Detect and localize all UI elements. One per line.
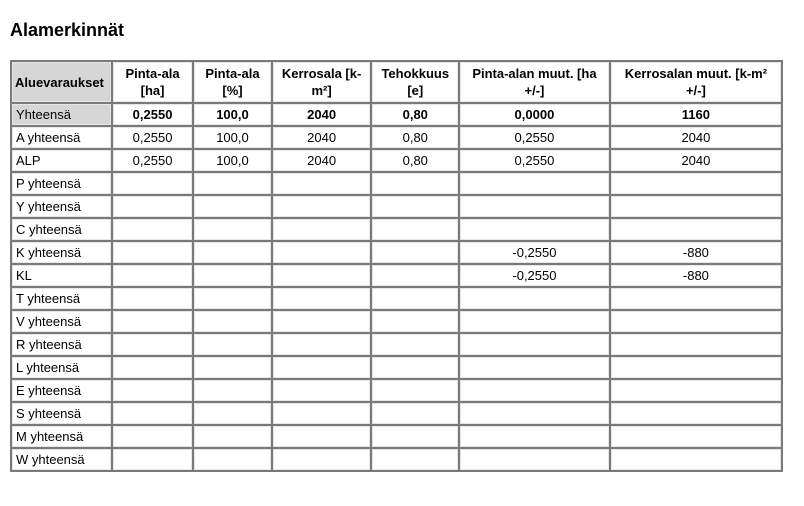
table-cell: 0,80 xyxy=(372,104,458,125)
total-row xyxy=(12,104,781,125)
table-cell xyxy=(113,357,192,378)
table-cell xyxy=(194,426,270,447)
table-cell: -880 xyxy=(611,242,781,263)
table-row xyxy=(12,265,781,286)
row-label: ALP xyxy=(12,150,111,171)
table-cell xyxy=(372,219,458,240)
table-row xyxy=(12,196,781,217)
row-label: Yhteensä xyxy=(12,104,111,125)
table-cell xyxy=(113,334,192,355)
table-cell xyxy=(372,357,458,378)
table-cell xyxy=(460,173,609,194)
row-label: P yhteensä xyxy=(12,173,111,194)
table-cell xyxy=(460,426,609,447)
table-cell: 0,2550 xyxy=(113,104,192,125)
table-cell xyxy=(113,449,192,470)
row-label: E yhteensä xyxy=(12,380,111,401)
table-row xyxy=(12,380,781,401)
table-cell xyxy=(194,173,270,194)
table-cell xyxy=(113,173,192,194)
table-cell xyxy=(460,288,609,309)
table-row xyxy=(12,242,781,263)
table-cell xyxy=(460,334,609,355)
table-cell xyxy=(611,426,781,447)
table-cell xyxy=(611,219,781,240)
table-cell xyxy=(372,196,458,217)
table-row xyxy=(12,357,781,378)
table-cell xyxy=(113,380,192,401)
table-cell xyxy=(273,380,371,401)
table-cell: 2040 xyxy=(273,150,371,171)
table-cell xyxy=(611,334,781,355)
table-cell xyxy=(372,173,458,194)
table-cell xyxy=(273,357,371,378)
column-header: Pinta-ala [ha] xyxy=(113,62,192,102)
column-header: Pinta-ala [%] xyxy=(194,62,270,102)
header-row xyxy=(12,62,781,102)
table-cell xyxy=(611,449,781,470)
row-label: V yhteensä xyxy=(12,311,111,332)
table-cell xyxy=(194,265,270,286)
table-cell xyxy=(273,334,371,355)
table-cell xyxy=(372,403,458,424)
table-cell xyxy=(372,449,458,470)
table-cell xyxy=(611,311,781,332)
table-row xyxy=(12,127,781,148)
table-cell xyxy=(273,242,371,263)
table-cell xyxy=(113,311,192,332)
table-cell: 100,0 xyxy=(194,127,270,148)
table-cell xyxy=(194,219,270,240)
table-cell xyxy=(113,288,192,309)
row-label: KL xyxy=(12,265,111,286)
table-cell xyxy=(372,334,458,355)
row-label: R yhteensä xyxy=(12,334,111,355)
table-cell xyxy=(273,403,371,424)
column-header: Kerrosalan muut. [k-m² +/-] xyxy=(611,62,781,102)
table-cell xyxy=(372,426,458,447)
table-cell xyxy=(194,380,270,401)
table-cell xyxy=(460,311,609,332)
table-cell xyxy=(113,242,192,263)
table-cell xyxy=(460,196,609,217)
table-cell xyxy=(194,196,270,217)
row-label: K yhteensä xyxy=(12,242,111,263)
table-cell: 0,2550 xyxy=(113,150,192,171)
table-cell xyxy=(273,196,371,217)
table-cell xyxy=(372,288,458,309)
table-cell xyxy=(273,265,371,286)
table-cell xyxy=(194,403,270,424)
table-cell xyxy=(113,426,192,447)
table-cell: 0,2550 xyxy=(460,150,609,171)
table-cell xyxy=(372,265,458,286)
table-cell xyxy=(273,311,371,332)
table-cell: 0,0000 xyxy=(460,104,609,125)
summary-table xyxy=(10,60,783,472)
table-cell: 100,0 xyxy=(194,150,270,171)
table-cell xyxy=(273,426,371,447)
table-cell xyxy=(113,265,192,286)
table-cell xyxy=(611,403,781,424)
page-title: Alamerkinnät xyxy=(10,20,125,40)
table-row xyxy=(12,219,781,240)
table-row xyxy=(12,288,781,309)
table-row xyxy=(12,150,781,171)
table-cell: -0,2550 xyxy=(460,242,609,263)
table-cell xyxy=(194,357,270,378)
table-cell: 0,80 xyxy=(372,150,458,171)
table-cell xyxy=(372,242,458,263)
table-row xyxy=(12,426,781,447)
column-header: Pinta-alan muut. [ha +/-] xyxy=(460,62,609,102)
table-cell: -0,2550 xyxy=(460,265,609,286)
table-cell xyxy=(113,196,192,217)
table-cell xyxy=(372,311,458,332)
table-row xyxy=(12,311,781,332)
table-cell xyxy=(372,380,458,401)
row-label: L yhteensä xyxy=(12,357,111,378)
row-label: A yhteensä xyxy=(12,127,111,148)
table-cell xyxy=(194,288,270,309)
table-cell: 1160 xyxy=(611,104,781,125)
table-cell xyxy=(611,288,781,309)
table-row xyxy=(12,403,781,424)
table-cell xyxy=(460,380,609,401)
row-label: Y yhteensä xyxy=(12,196,111,217)
table-cell xyxy=(194,311,270,332)
table-cell xyxy=(460,219,609,240)
table-cell xyxy=(460,357,609,378)
table-row xyxy=(12,449,781,470)
table-cell xyxy=(273,288,371,309)
table-cell: 2040 xyxy=(611,150,781,171)
column-header: Tehokkuus [e] xyxy=(372,62,458,102)
row-label: C yhteensä xyxy=(12,219,111,240)
table-cell: 2040 xyxy=(273,104,371,125)
table-cell xyxy=(611,357,781,378)
row-label: S yhteensä xyxy=(12,403,111,424)
table-cell: 2040 xyxy=(273,127,371,148)
table-cell xyxy=(273,219,371,240)
table-cell xyxy=(273,173,371,194)
table-cell: -880 xyxy=(611,265,781,286)
row-label: T yhteensä xyxy=(12,288,111,309)
table-cell xyxy=(460,403,609,424)
table-cell: 100,0 xyxy=(194,104,270,125)
table-cell xyxy=(611,196,781,217)
table-cell xyxy=(273,449,371,470)
table-row xyxy=(12,334,781,355)
table-cell: 2040 xyxy=(611,127,781,148)
table-cell: 0,80 xyxy=(372,127,458,148)
row-label: W yhteensä xyxy=(12,449,111,470)
table-cell xyxy=(194,449,270,470)
table-cell: 0,2550 xyxy=(460,127,609,148)
row-label: M yhteensä xyxy=(12,426,111,447)
table-cell xyxy=(113,403,192,424)
table-cell xyxy=(194,334,270,355)
column-header: Kerrosala [k-m²] xyxy=(273,62,371,102)
table-cell xyxy=(460,449,609,470)
table-cell xyxy=(113,219,192,240)
table-cell xyxy=(611,173,781,194)
column-header: Aluevaraukset xyxy=(12,62,111,102)
table-row xyxy=(12,173,781,194)
table-cell: 0,2550 xyxy=(113,127,192,148)
table-cell xyxy=(194,242,270,263)
table-cell xyxy=(611,380,781,401)
